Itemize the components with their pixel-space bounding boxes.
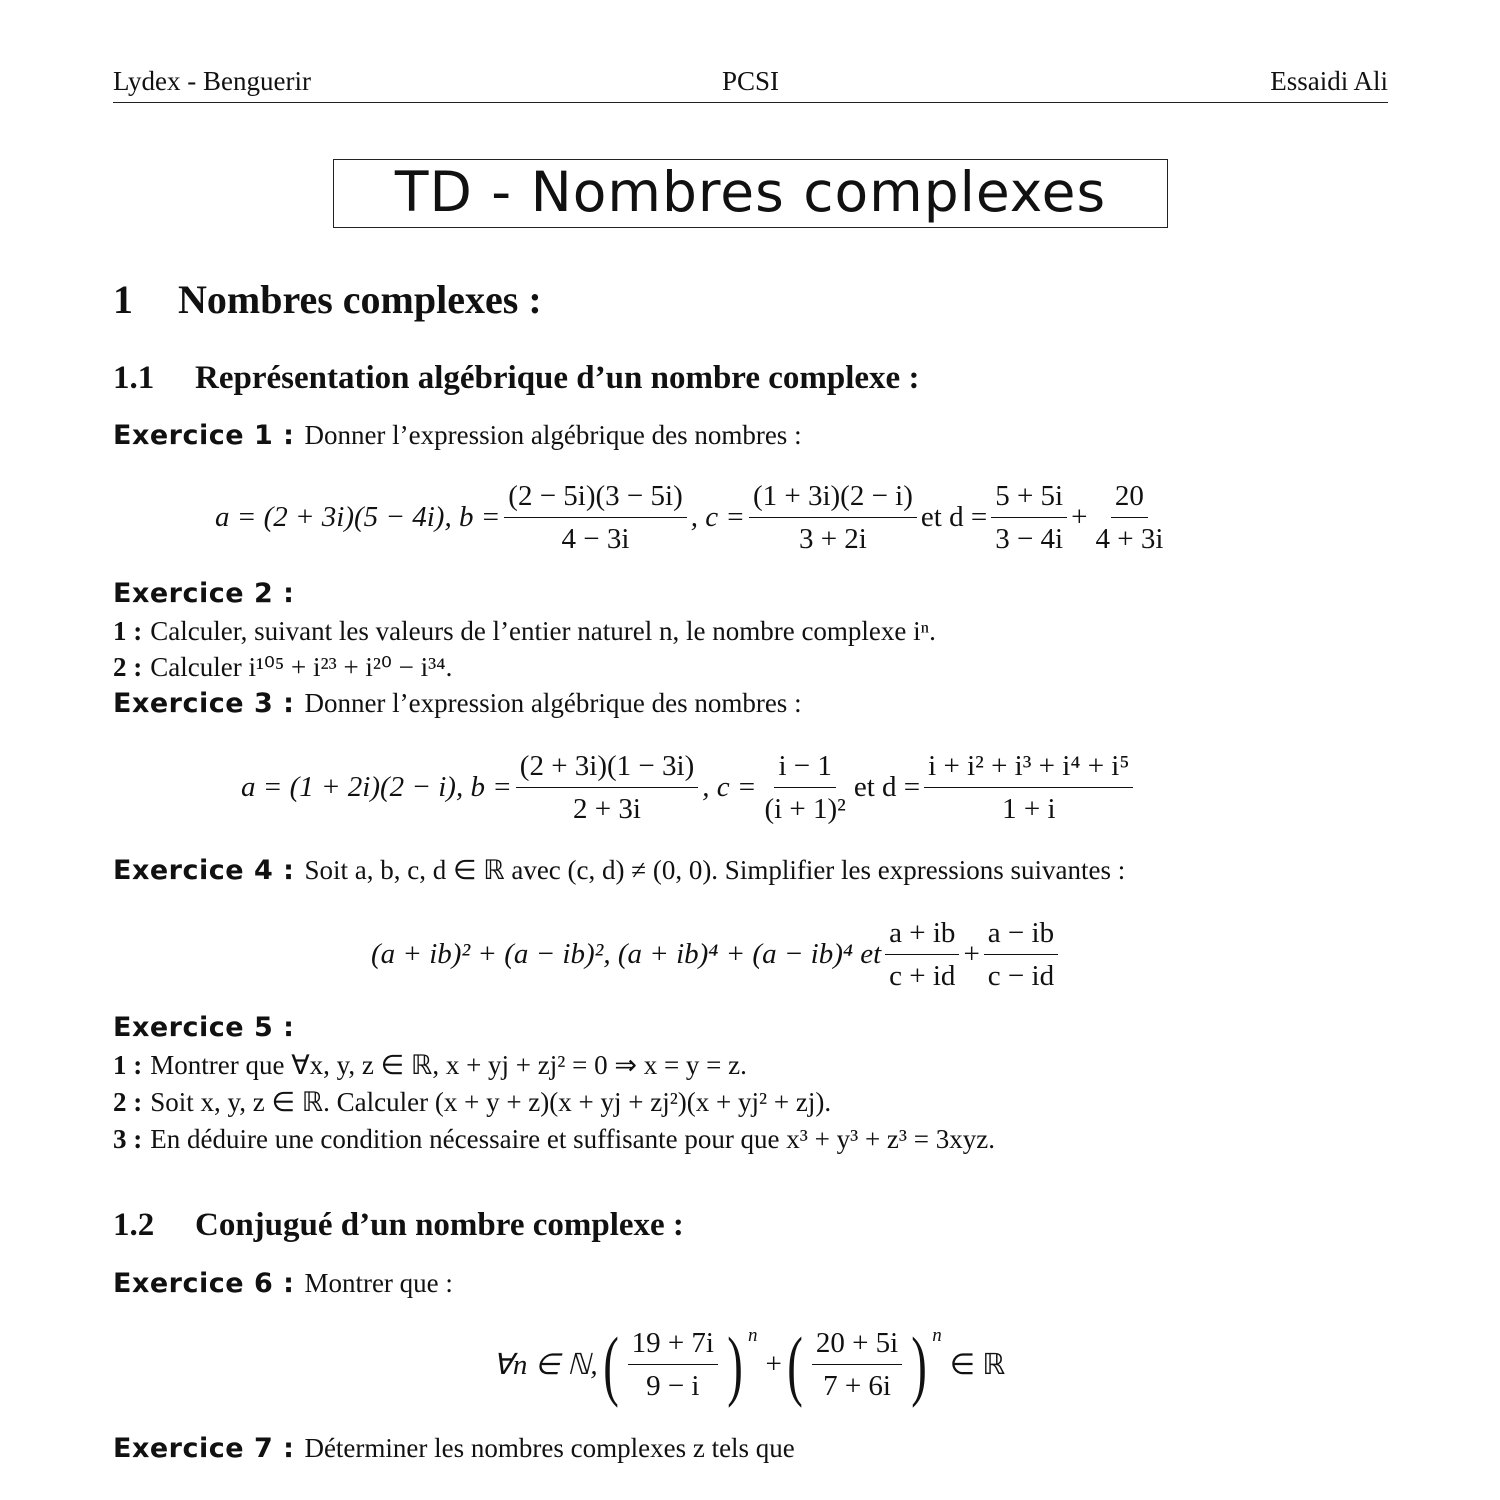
expr-c-label: , c = — [690, 501, 745, 533]
exercise-6-equation — [493, 1320, 1006, 1408]
exercise-6 — [113, 1268, 453, 1299]
numerator: a − ib — [984, 915, 1058, 955]
header-author: Essaidi Ali — [1270, 66, 1388, 96]
question-number: 1 : — [113, 616, 143, 646]
exercise-text: Donner l’expression algébrique des nombres : — [304, 420, 802, 450]
fraction-d2 — [1091, 478, 1167, 557]
denominator: 4 + 3i — [1095, 523, 1164, 555]
subsection-heading-1-2 — [113, 1207, 684, 1244]
exercise-2-question-1 — [113, 616, 936, 647]
header-school: Lydex - Benguerir — [113, 66, 311, 96]
exercise-1-equation — [215, 478, 1171, 557]
fraction-c — [749, 478, 917, 557]
question-number: 2 : — [113, 652, 143, 682]
numerator: (2 − 5i)(3 − 5i) — [504, 478, 686, 518]
exercise-label: Exercice 5 : — [113, 1012, 295, 1043]
subsection-number: 1.2 — [113, 1207, 155, 1243]
exercise-4-equation — [371, 915, 1062, 994]
fraction-c — [760, 748, 849, 827]
fraction-2 — [812, 1325, 902, 1404]
document-title: TD - Nombres complexes — [333, 159, 1168, 228]
exercise-5-question-2 — [113, 1087, 831, 1118]
denominator: 3 + 2i — [798, 523, 867, 555]
header-class: PCSI — [721, 66, 780, 96]
exercise-5-question-3 — [113, 1124, 995, 1155]
section-number: 1 — [113, 277, 133, 322]
exercise-text: Donner l’expression algébrique des nombres : — [304, 688, 802, 718]
quantifier: ∀n ∈ ℕ, — [493, 1349, 598, 1381]
denominator: 9 − i — [646, 1370, 700, 1402]
fraction-d1 — [991, 478, 1067, 557]
plus-sign: + — [1071, 501, 1088, 533]
numerator: (1 + 3i)(2 − i) — [749, 478, 917, 518]
denominator: c + id — [889, 960, 956, 992]
section-title: Nombres complexes : — [178, 277, 542, 322]
exercise-text: Déterminer les nombres complexes z tels que — [304, 1433, 795, 1463]
exercise-1 — [113, 420, 802, 451]
expr-a: a = (1 + 2i)(2 − i), b = — [241, 771, 512, 803]
exercise-3-equation — [241, 748, 1137, 827]
denominator: 2 + 3i — [573, 793, 641, 825]
denominator: (i + 1)² — [764, 793, 846, 825]
numerator: i − 1 — [774, 748, 835, 788]
exercise-text: Montrer que : — [304, 1268, 453, 1298]
numerator: 20 — [1111, 478, 1148, 518]
denominator: 7 + 6i — [823, 1370, 891, 1402]
denominator: 3 − 4i — [995, 523, 1064, 555]
denominator: c − id — [987, 960, 1055, 992]
exponent: n — [747, 1325, 758, 1346]
question-text: Calculer i¹⁰⁵ + i²³ + i²⁰ − i³⁴. — [150, 652, 453, 682]
fraction-1 — [885, 915, 959, 994]
exercise-label: Exercice 3 : — [113, 688, 295, 719]
document-page — [113, 0, 1388, 1500]
numerator: (2 + 3i)(1 − 3i) — [516, 748, 698, 788]
denominator: 4 − 3i — [561, 523, 630, 555]
exercise-5-question-1 — [113, 1050, 747, 1081]
exponent: n — [932, 1325, 942, 1346]
exercise-label: Exercice 4 : — [113, 855, 295, 886]
numerator: a + ib — [885, 915, 959, 955]
question-text: En déduire une condition nécessaire et suffisante pour que x³ + y³ + z³ = 3xyz. — [150, 1124, 995, 1154]
exercise-2 — [113, 578, 304, 609]
subsection-number: 1.1 — [113, 360, 155, 396]
fraction-2 — [984, 915, 1058, 994]
expr-d-label: et d = — [853, 771, 921, 803]
exercise-5 — [113, 1012, 304, 1043]
denominator: 1 + i — [1002, 793, 1056, 825]
numerator: 5 + 5i — [991, 478, 1067, 518]
question-number: 1 : — [113, 1050, 143, 1080]
fraction-d — [924, 748, 1133, 827]
question-text: Soit x, y, z ∈ ℝ. Calculer (x + y + z)(x + yj + zj²)(x + yj² + zj). — [150, 1087, 832, 1117]
fraction-b — [516, 748, 698, 827]
fraction-b — [504, 478, 686, 557]
exercise-label: Exercice 7 : — [113, 1433, 295, 1464]
numerator: 19 + 7i — [628, 1325, 718, 1365]
exercise-label: Exercice 1 : — [113, 420, 295, 451]
exercise-7 — [113, 1433, 795, 1464]
numerator: i + i² + i³ + i⁴ + i⁵ — [924, 748, 1133, 788]
question-number: 2 : — [113, 1087, 143, 1117]
section-heading-1 — [113, 276, 542, 323]
left-paren: ( — [787, 1320, 803, 1408]
left-paren: ( — [602, 1320, 619, 1408]
subsection-heading-1-1 — [113, 360, 919, 397]
exercise-label: Exercice 6 : — [113, 1268, 295, 1299]
plus-sign: + — [765, 1348, 782, 1380]
right-paren: ) — [911, 1320, 928, 1408]
expressions: (a + ib)² + (a − ib)², (a + ib)⁴ + (a − ib)⁴ et — [371, 938, 882, 970]
page-header — [113, 66, 1388, 103]
subsection-title: Représentation algébrique d’un nombre complexe : — [195, 360, 920, 396]
question-text: Montrer que ∀x, y, z ∈ ℝ, x + yj + zj² = 0 ⇒ x = y = z. — [150, 1050, 747, 1080]
exercise-2-question-2 — [113, 652, 452, 683]
right-paren: ) — [727, 1320, 743, 1408]
exercise-label: Exercice 2 : — [113, 578, 295, 609]
question-text: Calculer, suivant les valeurs de l’entier naturel n, le nombre complexe iⁿ. — [150, 616, 936, 646]
numerator: 20 + 5i — [812, 1325, 902, 1365]
expr-c-label: , c = — [702, 771, 757, 803]
exercise-3 — [113, 688, 802, 719]
subsection-title: Conjugué d’un nombre complexe : — [195, 1207, 684, 1243]
exercise-text: Soit a, b, c, d ∈ ℝ avec (c, d) ≠ (0, 0). Simplifier les expressions suivantes : — [304, 855, 1126, 885]
question-number: 3 : — [113, 1124, 143, 1154]
plus-sign: + — [963, 938, 980, 970]
fraction-1 — [628, 1325, 718, 1404]
set-membership: ∈ ℝ — [949, 1349, 1006, 1381]
exercise-4 — [113, 855, 1125, 886]
expr-d-label: et d = — [920, 501, 988, 533]
expr-a: a = (2 + 3i)(5 − 4i), b = — [215, 501, 501, 533]
